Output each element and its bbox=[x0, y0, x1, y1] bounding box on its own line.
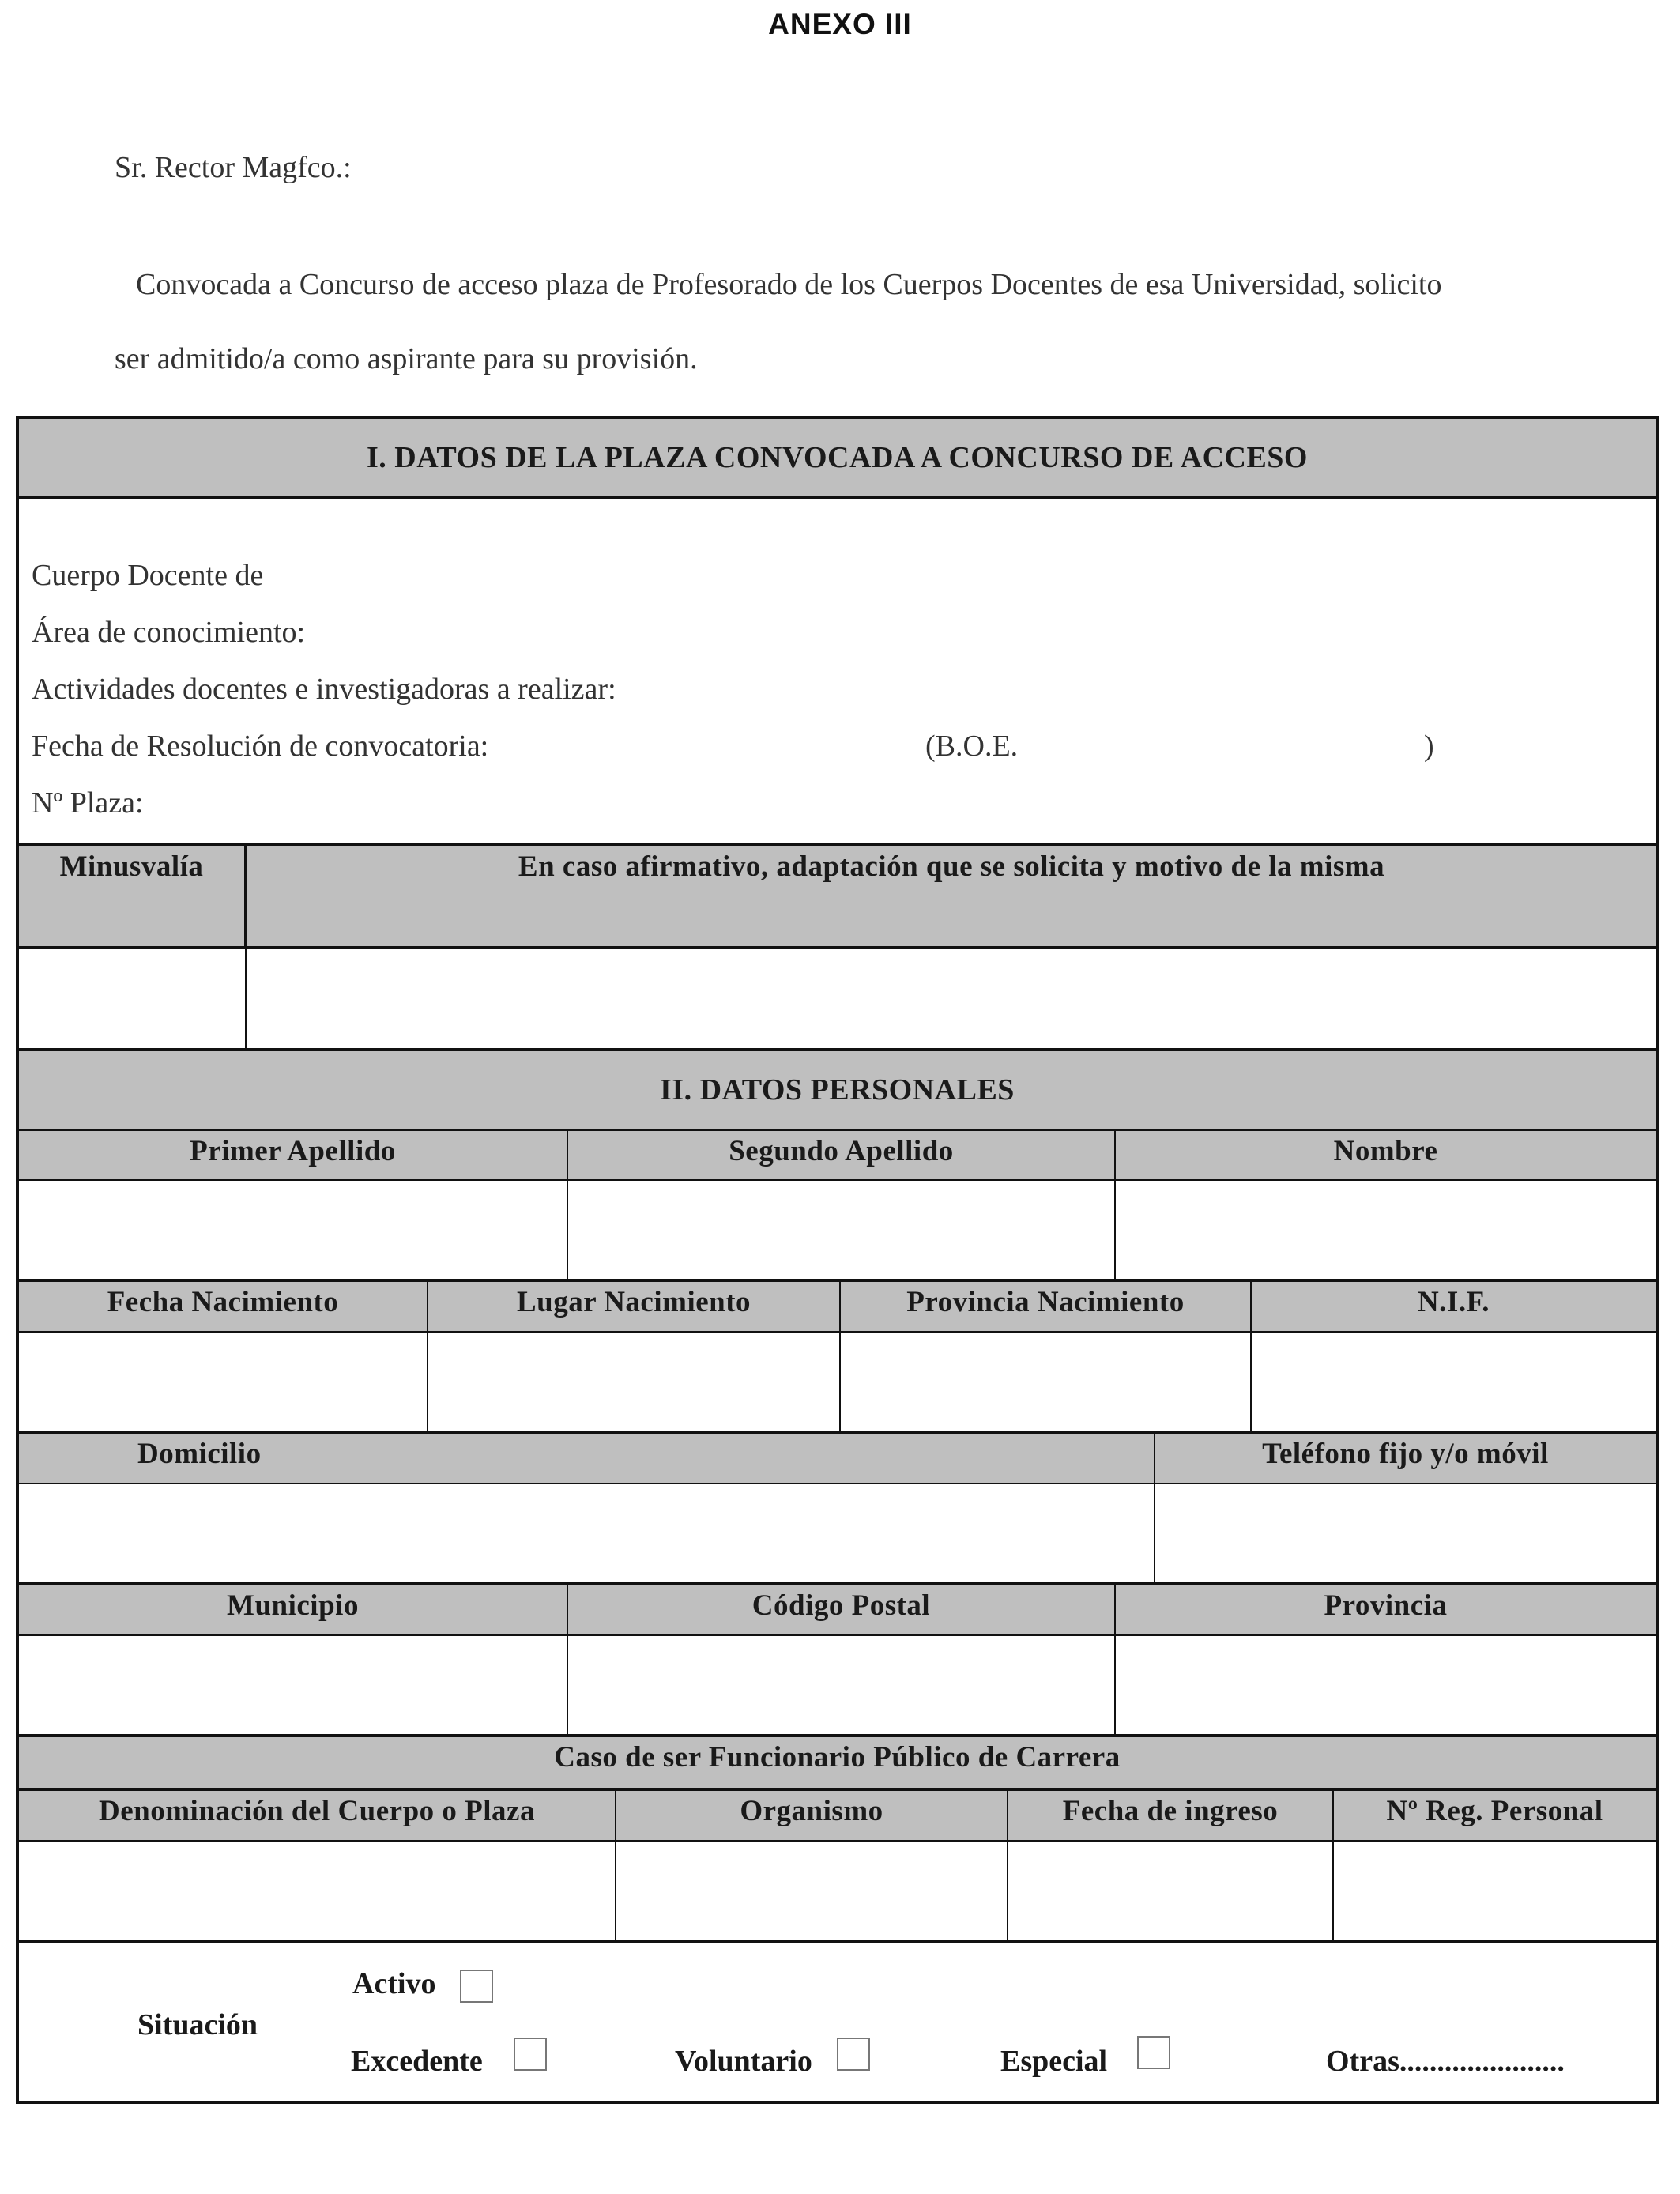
especial-checkbox[interactable] bbox=[1137, 2036, 1170, 2069]
field-boe-open: (B.O.E. bbox=[925, 729, 1019, 763]
adaptacion-header bbox=[247, 846, 1656, 946]
voluntario-label: Voluntario bbox=[675, 2045, 812, 2078]
label-telefono: Teléfono fijo y/o móvil bbox=[1262, 1438, 1549, 1470]
excedente-label: Excedente bbox=[351, 2045, 483, 2078]
header-nombre bbox=[1116, 1131, 1656, 1179]
field-numero-plaza: Nº Plaza: bbox=[32, 786, 144, 820]
label-provincia: Provincia bbox=[1324, 1589, 1448, 1622]
label-municipio: Municipio bbox=[227, 1589, 359, 1622]
header-provincia bbox=[1116, 1585, 1656, 1634]
intro-line-2: ser admitido/a como aspirante para su provisión. bbox=[115, 342, 698, 375]
input-organismo[interactable] bbox=[616, 1842, 1007, 1940]
header-primer-apellido bbox=[19, 1131, 567, 1179]
activo-checkbox[interactable] bbox=[460, 1970, 493, 2003]
header-domicilio bbox=[19, 1434, 1154, 1483]
situacion-label: Situación bbox=[137, 2008, 258, 2041]
label-lugar-nacimiento: Lugar Nacimiento bbox=[516, 1286, 751, 1318]
input-telefono[interactable] bbox=[1155, 1484, 1656, 1582]
label-provincia-nacimiento: Provincia Nacimiento bbox=[906, 1286, 1185, 1318]
input-reg-personal[interactable] bbox=[1334, 1842, 1656, 1940]
otras-field[interactable]: Otras...................... bbox=[1326, 2045, 1565, 2078]
input-primer-apellido[interactable] bbox=[19, 1181, 567, 1279]
input-lugar-nacimiento[interactable] bbox=[428, 1333, 839, 1431]
adaptacion-label: En caso afirmativo, adaptación que se solicita y motivo de la misma bbox=[518, 850, 1385, 883]
input-segundo-apellido[interactable] bbox=[568, 1181, 1114, 1279]
funcionario-title: Caso de ser Funcionario Público de Carrera bbox=[554, 1741, 1121, 1774]
section-2-header bbox=[19, 1051, 1656, 1129]
header-reg-personal bbox=[1334, 1791, 1656, 1840]
input-nombre[interactable] bbox=[1116, 1181, 1656, 1279]
application-form bbox=[16, 416, 1659, 2104]
input-codigo-postal[interactable] bbox=[568, 1636, 1114, 1734]
section-1-header bbox=[19, 419, 1656, 496]
minusvalia-header bbox=[19, 846, 244, 946]
section-1-title: I. DATOS DE LA PLAZA CONVOCADA A CONCURSO DE ACCESO bbox=[367, 441, 1308, 474]
input-fecha-ingreso[interactable] bbox=[1008, 1842, 1332, 1940]
input-nif[interactable] bbox=[1252, 1333, 1656, 1431]
voluntario-checkbox[interactable] bbox=[837, 2038, 870, 2071]
intro-line-1: Convocada a Concurso de acceso plaza de Profesorado de los Cuerpos Docentes de esa Universidad, solicito bbox=[136, 268, 1442, 301]
excedente-checkbox[interactable] bbox=[514, 2038, 547, 2071]
field-actividades: Actividades docentes e investigadoras a realizar: bbox=[32, 673, 616, 706]
label-domicilio: Domicilio bbox=[137, 1438, 262, 1470]
label-fecha-ingreso: Fecha de ingreso bbox=[1062, 1795, 1279, 1827]
section-2-title: II. DATOS PERSONALES bbox=[660, 1073, 1015, 1106]
field-area-conocimiento: Área de conocimiento: bbox=[32, 616, 306, 649]
header-organismo bbox=[616, 1791, 1007, 1840]
label-denominacion: Denominación del Cuerpo o Plaza bbox=[99, 1795, 535, 1827]
label-primer-apellido: Primer Apellido bbox=[190, 1135, 396, 1167]
label-codigo-postal: Código Postal bbox=[751, 1589, 931, 1622]
header-fecha-nacimiento bbox=[19, 1282, 427, 1331]
label-segundo-apellido: Segundo Apellido bbox=[729, 1135, 954, 1167]
header-telefono bbox=[1155, 1434, 1656, 1483]
label-organismo: Organismo bbox=[740, 1795, 883, 1827]
input-provincia-nacimiento[interactable] bbox=[841, 1333, 1250, 1431]
label-nombre: Nombre bbox=[1333, 1135, 1438, 1167]
salutation: Sr. Rector Magfco.: bbox=[115, 151, 352, 184]
header-lugar-nacimiento bbox=[428, 1282, 839, 1331]
label-nif: N.I.F. bbox=[1417, 1286, 1490, 1318]
label-fecha-nacimiento: Fecha Nacimiento bbox=[107, 1286, 339, 1318]
input-fecha-nacimiento[interactable] bbox=[19, 1333, 427, 1431]
header-denominacion bbox=[19, 1791, 615, 1840]
adaptacion-input[interactable] bbox=[247, 949, 1656, 1048]
field-boe-close: ) bbox=[1424, 729, 1434, 763]
funcionario-header bbox=[19, 1737, 1656, 1788]
input-denominacion[interactable] bbox=[19, 1842, 615, 1940]
minusvalia-input[interactable] bbox=[19, 949, 244, 1048]
document-title: ANEXO III bbox=[768, 8, 912, 40]
header-nif bbox=[1252, 1282, 1656, 1331]
label-reg-personal: Nº Reg. Personal bbox=[1386, 1795, 1603, 1827]
input-municipio[interactable] bbox=[19, 1636, 567, 1734]
field-fecha-resolucion: Fecha de Resolución de convocatoria: bbox=[32, 729, 489, 763]
header-municipio bbox=[19, 1585, 567, 1634]
input-provincia[interactable] bbox=[1116, 1636, 1656, 1734]
input-domicilio[interactable] bbox=[19, 1484, 1154, 1582]
minusvalia-label: Minusvalía bbox=[59, 850, 204, 883]
especial-label: Especial bbox=[1000, 2045, 1108, 2078]
activo-label: Activo bbox=[352, 1967, 436, 2000]
header-segundo-apellido bbox=[568, 1131, 1114, 1179]
header-codigo-postal bbox=[568, 1585, 1114, 1634]
field-cuerpo-docente: Cuerpo Docente de bbox=[32, 559, 264, 592]
header-fecha-ingreso bbox=[1008, 1791, 1332, 1840]
header-provincia-nacimiento bbox=[841, 1282, 1250, 1331]
